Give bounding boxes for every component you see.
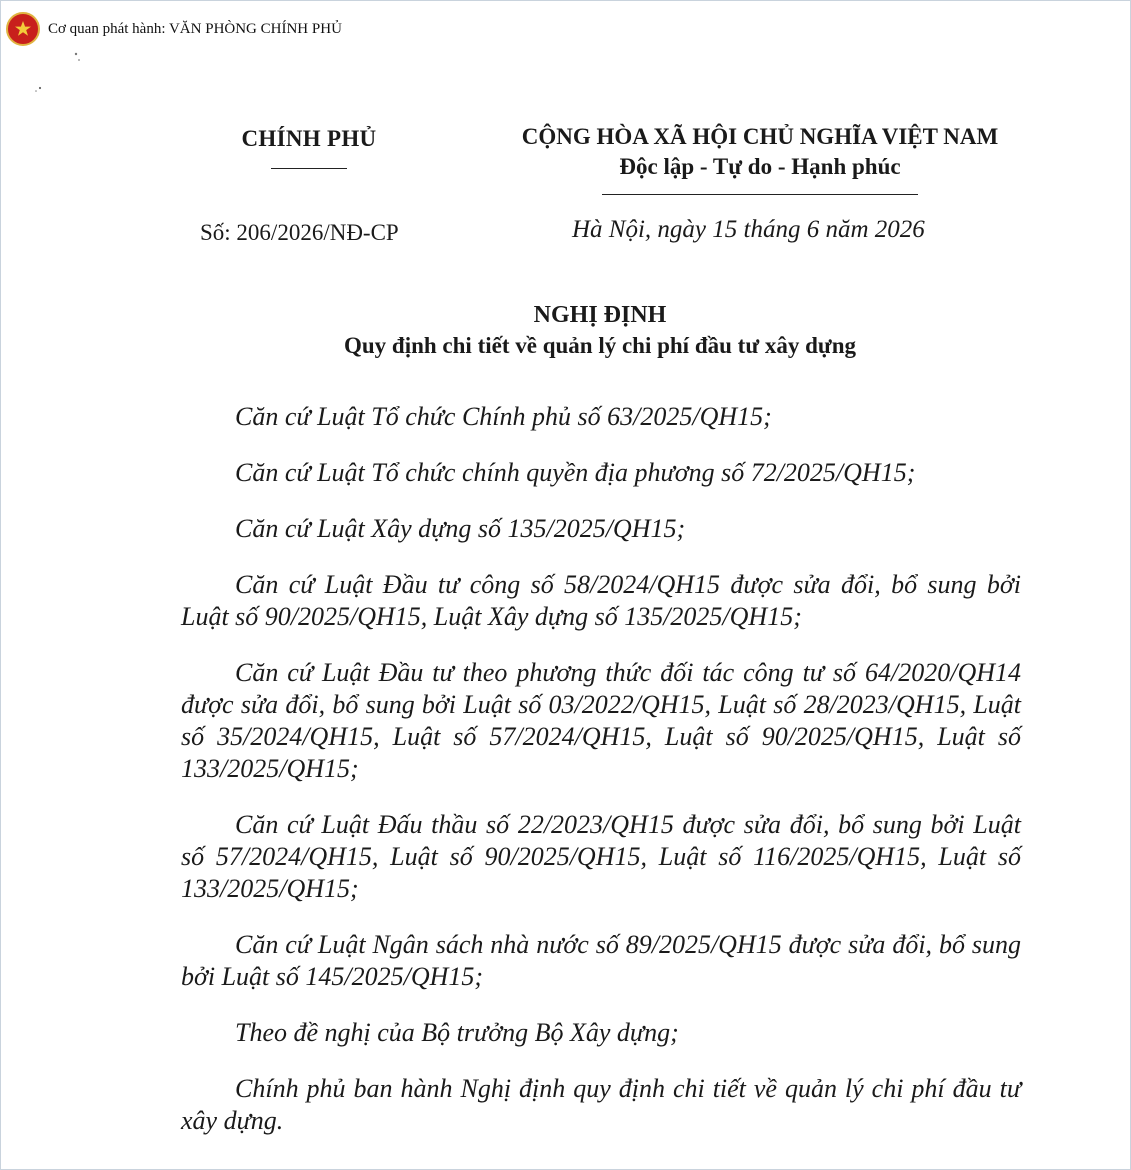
header-agency-block [230,126,388,169]
nation-name: CỘNG HÒA XÃ HỘI CHỦ NGHĨA VIỆT NAM [521,124,999,149]
preamble-paragraph: Căn cứ Luật Ngân sách nhà nước số 89/2025/QH15 được sửa đổi, bổ sung bởi Luật số 145/2025/QH15; [181,930,1021,991]
preamble-paragraph: Căn cứ Luật Đầu tư công số 58/2024/QH15 được sửa đổi, bổ sung bởi Luật số 90/2025/QH15, Luật Xây dựng số 135/2025/QH15; [181,570,1021,631]
document-title-block [200,302,1000,359]
national-motto: Độc lập - Tự do - Hạnh phúc [619,154,901,179]
motto-underline [602,194,918,195]
preamble-paragraph: Theo đề nghị của Bộ trưởng Bộ Xây dựng; [235,1018,679,1047]
document-type: NGHỊ ĐỊNH [533,302,667,328]
preamble-paragraph: Chính phủ ban hành Nghị định quy định chi tiết về quản lý chi phí đầu tư xây dựng. [181,1074,1021,1135]
preamble-paragraph: Căn cứ Luật Xây dựng số 135/2025/QH15; [235,514,686,543]
preamble-paragraph: Căn cứ Luật Đầu tư theo phương thức đối tác công tư số 64/2020/QH14 được sửa đổi, bổ sung bởi Luật số 03/2022/QH15, Luật số 28/2023/QH15, Luật số 35/2024/QH15, Luật số 57/2024/QH15, Luật số 90/2025/QH15, Luật số 133/2025/QH15; [181,658,1021,783]
place-and-date: Hà Nội, ngày 15 tháng 6 năm 2026 [572,216,925,243]
document-number: Số: 206/2026/NĐ-CP [200,220,399,245]
preamble-paragraph: Căn cứ Luật Tổ chức chính quyền địa phương số 72/2025/QH15; [235,458,916,487]
document-subject: Quy định chi tiết về quản lý chi phí đầu tư xây dựng [343,333,857,358]
agency-name: CHÍNH PHỦ [241,126,377,151]
issuer-bar [6,12,342,46]
preamble [181,401,1021,1161]
issuer-label: Cơ quan phát hành: VĂN PHÒNG CHÍNH PHỦ [48,20,342,37]
header-nation-block [496,124,1024,195]
scan-specks [30,48,90,98]
preamble-paragraph: Căn cứ Luật Đấu thầu số 22/2023/QH15 được sửa đổi, bổ sung bởi Luật số 57/2024/QH15, Luật số 90/2025/QH15, Luật số 116/2025/QH15, Luật số 133/2025/QH15; [181,810,1021,903]
preamble-paragraph: Căn cứ Luật Tổ chức Chính phủ số 63/2025/QH15; [235,402,772,431]
national-emblem-icon [6,12,40,46]
agency-underline [271,168,347,169]
